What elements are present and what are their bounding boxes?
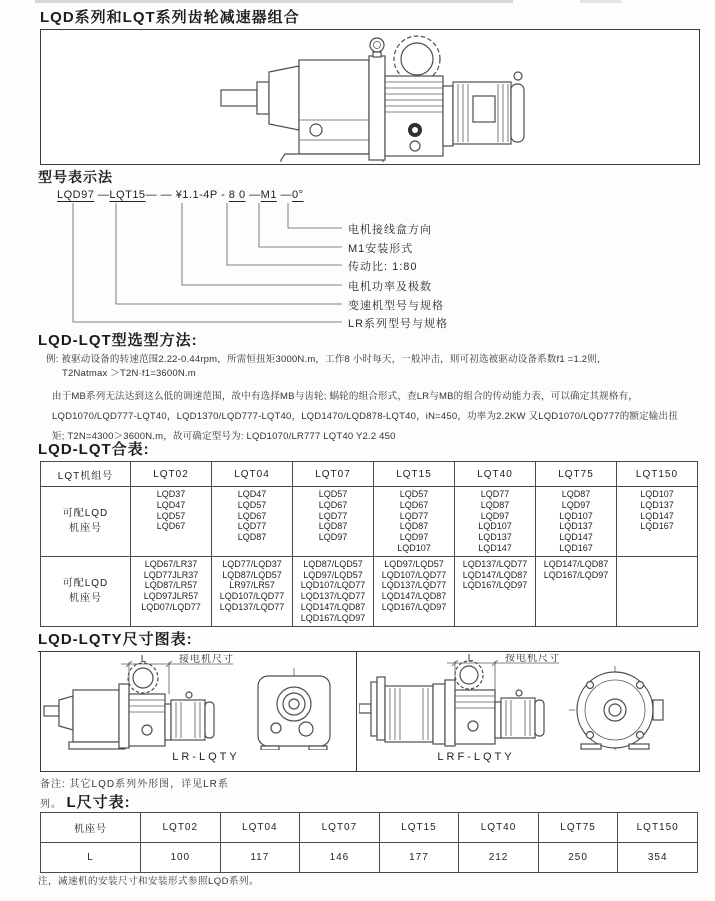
panel-divider [356, 652, 357, 771]
figure-note-wrapped: 列。 [40, 799, 62, 810]
row-label-line: 可配LQD [62, 508, 109, 520]
column-header: LQT04 [220, 813, 300, 843]
cell-line: LQD67 [156, 521, 186, 532]
cell-line: LQD57 [318, 489, 348, 499]
cell-line: LQD77 [318, 510, 348, 521]
cell-line: LQD87 [561, 489, 591, 499]
table-cell: 250 [538, 843, 618, 873]
model-code-segment: LQT15 [109, 189, 146, 201]
dim-l-label: L [467, 654, 475, 664]
table-cell [617, 556, 698, 626]
cell-line: LQD37 [156, 489, 186, 499]
model-code-segment: — [276, 189, 292, 201]
figure-note: 备注: 其它LQD系列外形图，详见LR系 [40, 779, 229, 790]
cell-line: LQD137 [640, 499, 674, 510]
l-table-body [41, 813, 698, 873]
combination-table [40, 461, 698, 627]
scan-artifact [580, 0, 622, 3]
table-cell: 117 [220, 843, 300, 873]
column-header: LQT02 [131, 462, 212, 487]
cell-line: LQD137/LQD77 [381, 580, 447, 591]
cell-line: LQD97/LQD57 [384, 558, 444, 569]
cell-line: LQD107/LQD77 [219, 591, 285, 602]
page-title: LQD系列和LQT系列齿轮减速器组合 [40, 6, 300, 30]
table-cell [455, 487, 536, 557]
table-cell: 212 [459, 843, 539, 873]
cell-line: LQD97 [318, 532, 348, 543]
table-header-row [41, 813, 698, 843]
dimension-figure-frame [40, 651, 700, 772]
cell-line: LQD107/LQD77 [300, 580, 366, 591]
lrf-lqty-drawing [359, 654, 697, 750]
model-code-segment: 8 0 [228, 189, 246, 201]
cell-line: LQD77 [237, 521, 267, 532]
column-header: LQT15 [379, 813, 459, 843]
cell-line: LQD87/LQD57 [303, 558, 363, 569]
designation-label: LR系列型号与规格 [348, 318, 449, 330]
cell-line: LQD97 [480, 510, 510, 521]
combination-table-heading: LQD-LQT合表: [38, 441, 150, 458]
column-header: LQT75 [538, 813, 618, 843]
selection-method-heading: LQD-LQT型选型方法: [38, 332, 198, 349]
table-cell [536, 487, 617, 557]
cell-line: LQD137 [478, 532, 512, 543]
cell-line: LQD47 [237, 489, 267, 499]
model-code-segment: ¥1.1-4P [175, 189, 218, 201]
lr-lqty-drawing [43, 654, 354, 750]
cell-line: LQD167/LQD97 [300, 612, 366, 623]
cell-line: LQD107 [478, 521, 512, 532]
column-header: LQT07 [293, 462, 374, 487]
cell-line: LQD67 [399, 499, 429, 510]
l-dimension-table [40, 812, 698, 873]
model-code-line [57, 189, 304, 201]
column-header: LQT150 [618, 813, 698, 843]
gear-motor-drawing [219, 32, 531, 162]
column-header: LQT04 [212, 462, 293, 487]
cell-line: LQD97 [561, 499, 591, 510]
cell-line: LQD67 [237, 510, 267, 521]
cell-line: LQD137/LQD77 [300, 591, 366, 602]
designation-label: 传动比: 1:80 [348, 261, 418, 273]
footer-note: 注，减速机的安装尺寸和安装形式参照LQD系列。 [38, 876, 260, 887]
cell-line: LQD77 [399, 510, 429, 521]
dim-text-label: 接电机尺寸 [179, 654, 234, 665]
cell-line: LQD87 [399, 521, 429, 532]
cell-line: LQD57 [399, 489, 429, 499]
cell-line: LQD77 [480, 489, 510, 499]
cell-line: LQD147 [640, 510, 674, 521]
table-cell [374, 556, 455, 626]
table-cell [131, 556, 212, 626]
cell-line: LQD147/LQD87 [300, 601, 366, 612]
cell-line: LQD67/LR37 [144, 558, 198, 569]
model-code-segment: 0° [292, 189, 304, 201]
table-row [41, 843, 698, 873]
cell-line: LQD107/LQD77 [381, 569, 447, 580]
column-header: LQT40 [455, 462, 536, 487]
cell-line: LQD167 [640, 521, 674, 532]
table-cell [212, 487, 293, 557]
cell-line: LQD57 [237, 499, 267, 510]
lrf-lqty-caption: LRF-LQTY [437, 751, 515, 763]
cell-line: LQD137/LQD77 [219, 601, 285, 612]
scan-artifact [35, 0, 513, 3]
table-cell [131, 487, 212, 557]
selection-method-line: 例: 被驱动设备的转速范围2.22-0.44rpm，所需恒扭矩3000N.m，工作8 小时每天，一般冲击，则可初选被驱动设备系数f1 =1.2则， [46, 354, 607, 365]
cell-line: LQD167 [559, 542, 593, 553]
designation-label: 变速机型号与规格 [348, 300, 444, 312]
cell-line: LQD77/LQD37 [222, 558, 282, 569]
dimension-figure-heading: LQD-LQTY尺寸图表: [38, 628, 193, 652]
lr-lqty-caption: LR-LQTY [172, 751, 240, 763]
cell-line: LQD167/LQD97 [462, 580, 528, 591]
cell-line: LQD87 [480, 499, 510, 510]
selection-method-line: LQD1070/LQD777-LQT40，LQD1370/LQD777-LQT40，LQD1470/LQD878-LQT40，iN=450，功率为2.2KW 又LQD1070/LQD777的额定输出扭 [52, 411, 678, 422]
column-header: LQT机组号 [41, 462, 131, 487]
table-cell [374, 487, 455, 557]
designation-label: 电机接线盒方向 [348, 224, 432, 236]
table-row [41, 556, 698, 626]
cell-line: LQD137 [559, 521, 593, 532]
table-cell: L [41, 843, 141, 873]
table-cell [293, 556, 374, 626]
cell-line: LQD57 [156, 510, 186, 521]
model-code-segment: M1 [260, 189, 277, 201]
row-label-line: 机座号 [69, 593, 102, 605]
cell-line: LQD97JLR57 [143, 591, 199, 602]
cell-line: LQD147/LQD87 [462, 569, 528, 580]
cell-line: LQD87 [237, 532, 267, 543]
product-drawing-frame [40, 29, 700, 165]
cell-line: LQD47 [156, 499, 186, 510]
model-code-segment: — [245, 189, 261, 201]
column-header: LQT75 [536, 462, 617, 487]
cell-line: LQD87/LR57 [144, 580, 198, 591]
cell-line: LQD107 [640, 489, 674, 499]
cell-line: LQD87 [318, 521, 348, 532]
column-header: LQT02 [141, 813, 221, 843]
column-header: LQT150 [617, 462, 698, 487]
cell-line: LQD167/LQD97 [381, 601, 447, 612]
selection-method-line: T2Natmax ＞T2N·f1=3600N.m [62, 368, 196, 379]
model-code-segment: — [94, 189, 110, 201]
selection-method-lines [46, 354, 702, 443]
cell-line: LQD167/LQD97 [543, 569, 609, 580]
cell-line: LQD77JLR37 [143, 569, 199, 580]
table-cell [617, 487, 698, 557]
designation-label: 电机功率及极数 [348, 281, 432, 293]
selection-method-line: 由于MB系列无法达到这么低的调速范围，故中有选择MB与齿轮; 蜗轮的组合形式，查LR与MB的组合的传动能力表，可以确定其规格有， [52, 391, 638, 402]
cell-line: LQD147 [478, 542, 512, 553]
row-label [41, 487, 131, 557]
column-header: LQT07 [300, 813, 380, 843]
table-cell [212, 556, 293, 626]
cell-line: LQD147/LQD87 [543, 558, 609, 569]
dim-text-label: 按电机尺寸 [505, 654, 560, 664]
row-label-line: 可配LQD [62, 578, 109, 590]
column-header: LQT15 [374, 462, 455, 487]
model-code-segment: LQD97 [57, 189, 95, 201]
combination-table-body [41, 462, 698, 627]
cell-line: LQD107 [559, 510, 593, 521]
model-code-segment: — — [145, 189, 176, 201]
designation-label: M1安装形式 [348, 243, 414, 255]
table-row [41, 487, 698, 557]
cell-line: LQD147/LQD87 [381, 591, 447, 602]
table-cell: 146 [300, 843, 380, 873]
table-cell: 100 [141, 843, 221, 873]
model-designation-heading: 型号表示法 [38, 169, 113, 185]
table-header-row [41, 462, 698, 487]
cell-line: LQD07/LQD77 [141, 601, 201, 612]
row-label-line: 机座号 [69, 523, 102, 535]
selection-method-line: 矩; T2N=4300＞3600N.m，故可确定型号为: LQD1070/LR777 LQT40 Y2.2 450 [52, 431, 396, 442]
table-cell: 354 [618, 843, 698, 873]
cell-line: LQD67 [318, 499, 348, 510]
l-table-heading: L尺寸表: [66, 794, 131, 811]
cell-line: LQD97/LQD57 [303, 569, 363, 580]
cell-line: LQD137/LQD77 [462, 558, 528, 569]
cell-line: LQD87/LQD57 [222, 569, 282, 580]
table-cell [293, 487, 374, 557]
row-label [41, 556, 131, 626]
cell-line: LQD107 [397, 542, 431, 553]
model-code-segment: - [217, 189, 229, 201]
dim-l-label: L [140, 654, 148, 665]
cell-line: LQD147 [559, 532, 593, 543]
cell-line: LR97/LR57 [229, 580, 275, 591]
table-cell [536, 556, 617, 626]
cell-line: LQD97 [399, 532, 429, 543]
table-cell [455, 556, 536, 626]
column-header: LQT40 [459, 813, 539, 843]
column-header: 机座号 [41, 813, 141, 843]
table-cell: 177 [379, 843, 459, 873]
